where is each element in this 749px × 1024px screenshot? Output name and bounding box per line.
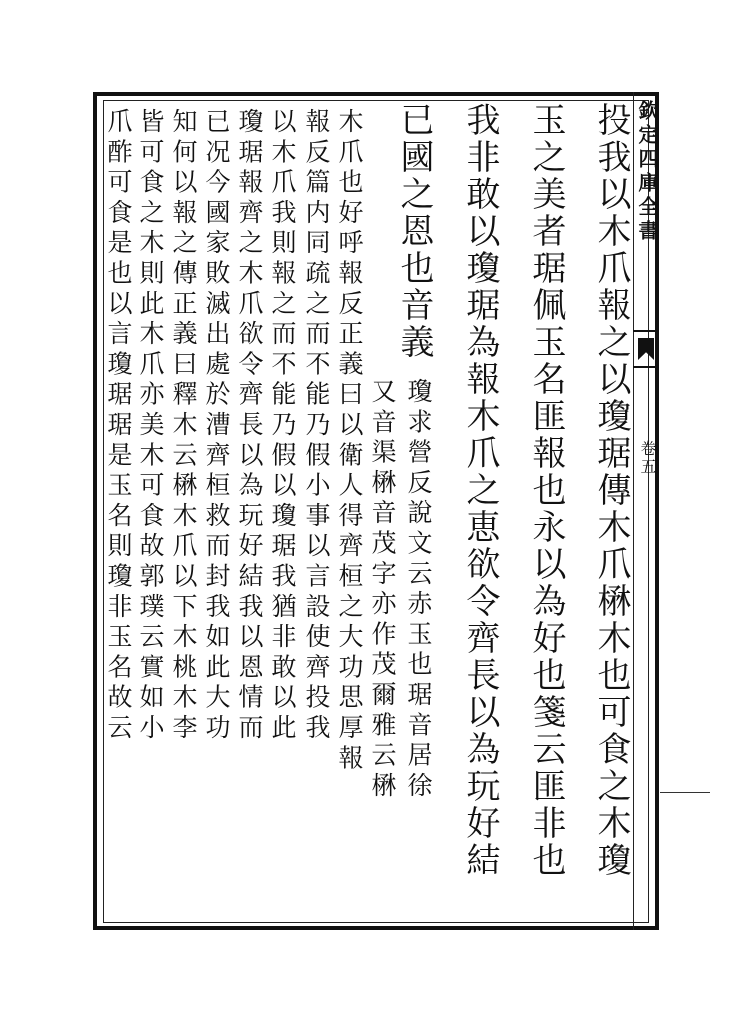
margin-book-title: 欽定四庫全書 (635, 100, 659, 244)
text-column-annotation: 報反篇内同疏之而不能乃假小事以言設使齊投我 (302, 108, 331, 745)
margin-volume-label: 卷五 (638, 440, 657, 476)
text-column-main: 我非敢以瓊琚為報木爪之恵欲令齊長以為玩好結 (460, 102, 500, 879)
margin-divider-top (633, 330, 659, 332)
text-column-annotation: 已况今國家敗滅出處於漕齊桓救而封我如此大功 (202, 108, 231, 745)
text-column-annotation: 瓊求營反說文云赤玉也琚音居徐 (404, 378, 433, 803)
text-column-annotation: 瓊琚報齊之木爪欲令齊長以為玩好結我以恩情而 (235, 108, 264, 745)
text-column-annotation: 以木爪我則報之而不能乃假以瓊琚我猶非敢以此 (268, 108, 297, 745)
text-column-annotation: 皆可食之木則此木爪亦美木可食故郭璞云實如小 (136, 108, 165, 745)
text-column-annotation: 知何以報之傳正義曰釋木云楙木爪以下木桃木李 (169, 108, 198, 745)
text-column-annotation: 又音渠楙音茂字亦作茂爾雅云楙 (368, 378, 397, 803)
text-column-main: 投我以木爪報之以瓊琚傳木爪楙木也可食之木瓊 (591, 102, 631, 879)
text-column-annotation: 爪酢可食是也以言瓊琚琚是玉名則瓊非玉名故云 (104, 108, 133, 745)
margin-tick-line (660, 792, 710, 793)
text-column-main: 已國之恩也音義 (394, 102, 434, 361)
text-column-annotation: 木爪也好呼報反正義曰以衛人得齊桓之大功思厚報 (335, 108, 364, 775)
text-column-main: 玉之美者琚佩玉名匪報也永以為好也箋云匪非也 (526, 102, 566, 879)
margin-divider-bottom (633, 366, 659, 368)
